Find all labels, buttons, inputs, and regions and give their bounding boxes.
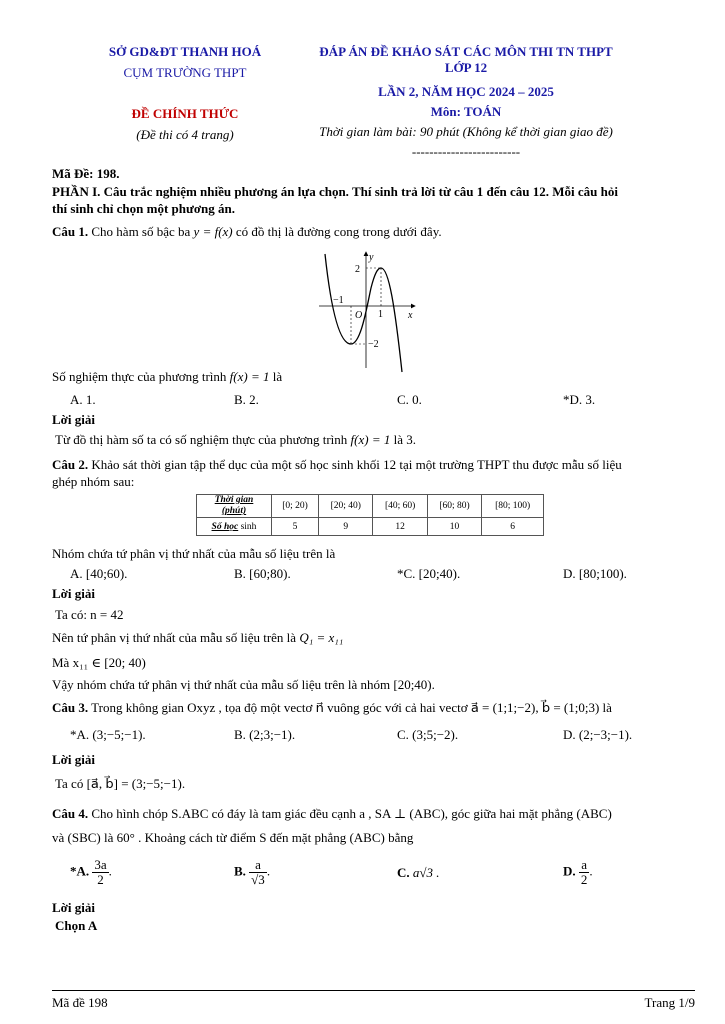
q4-option-d-fraction: $\frac{a}{2}$: [580, 857, 588, 887]
table-cell: [0; 20): [272, 495, 319, 518]
part-instructions: thí sinh chỉ chọn một phương án.: [52, 201, 235, 216]
table-cell: 10: [427, 518, 481, 536]
tick-minus2: −2: [368, 339, 379, 350]
q1-option-d[interactable]: *D. 3.: [563, 392, 596, 407]
q2-question: Nhóm chứa tứ phân vị thứ nhất của mẫu số liệu trên là: [52, 546, 336, 561]
header-subject: Môn: TOÁN: [430, 104, 502, 119]
q4-option-a[interactable]: *A. $\frac{3a}{2}$ .: [70, 857, 112, 887]
header-page-count: (Đề thi có 4 trang): [136, 127, 234, 142]
table-header-students: Số học sinh: [197, 518, 272, 536]
q4-option-b[interactable]: B. $\frac{a}{√3}$ .: [234, 857, 271, 887]
y-label: y: [369, 252, 374, 263]
header-time: Thời gian làm bài: 90 phút (Không kể thời gian giao đề): [319, 124, 613, 139]
q3-option-b[interactable]: B. (2;3;−1).: [234, 727, 296, 742]
q2-stem-line2: ghép nhóm sau:: [52, 474, 135, 489]
table-row: [197, 518, 544, 536]
q2-option-a[interactable]: A. [40;60).: [70, 566, 128, 581]
q4-option-c[interactable]: C. a√3 .: [397, 865, 440, 880]
footer-page-number: Trang 1/9: [644, 995, 695, 1010]
q2-option-d[interactable]: D. [80;100).: [563, 566, 627, 581]
q4-solution: Chọn A: [55, 918, 98, 933]
q4-label: Câu 4.: [52, 806, 89, 821]
q2-solution-4: Vậy nhóm chứa tứ phân vị thứ nhất của mẫu số liệu trên là nhóm [20;40).: [52, 677, 435, 692]
table-row: [197, 495, 544, 518]
header-divider: -------------------------: [411, 144, 521, 159]
q1-option-b[interactable]: B. 2.: [234, 392, 259, 407]
footer-exam-code: Mã đề 198: [52, 995, 108, 1010]
q3-stem: Câu 3. Trong không gian Oxyz , tọa độ một vectơ n⃗ vuông góc với cả hai vectơ a⃗ = (1;1;−2), b⃗ = (1;0;3) là: [52, 700, 612, 715]
q3-solution: Ta có [a⃗, b⃗] = (3;−5;−1).: [55, 776, 186, 791]
q2-label: Câu 2.: [52, 457, 89, 472]
q1-function: y = f(x): [193, 224, 233, 239]
q1-solution: Từ đồ thị hàm số ta có số nghiệm thực của phương trình f(x) = 1 là 3.: [55, 432, 416, 447]
q2-solution-1: Ta có: n = 42: [55, 607, 124, 622]
x-label: x: [408, 310, 413, 321]
tick-2: 2: [355, 264, 360, 275]
table-header-time: Thời gian (phút): [197, 495, 272, 518]
header-official: ĐỀ CHÍNH THỨC: [131, 106, 239, 121]
tick-1: 1: [378, 309, 383, 320]
q2-option-b[interactable]: B. [60;80).: [234, 566, 291, 581]
header-title: ĐÁP ÁN ĐỀ KHẢO SÁT CÁC MÔN THI TN THPT: [319, 44, 613, 59]
q2-solution-2: Nên tứ phân vị thứ nhất của mẫu số liệu trên là Q₁ = x₁₁: [52, 630, 344, 645]
table-cell: [20; 40): [319, 495, 373, 518]
cubic-curve: [325, 254, 402, 372]
q4-stem-line2: và (SBC) là 60° . Khoảng cách từ điểm S đến mặt phẳng (ABC) bằng: [52, 830, 414, 845]
q1-question: Số nghiệm thực của phương trình f(x) = 1 là: [52, 369, 283, 384]
table-cell: [40; 60): [373, 495, 427, 518]
q3-option-a[interactable]: *A. (3;−5;−1).: [70, 727, 146, 742]
q3-option-c[interactable]: C. (3;5;−2).: [397, 727, 459, 742]
table-cell: 9: [319, 518, 373, 536]
table-cell: 12: [373, 518, 427, 536]
q3-solution-title: Lời giải: [52, 752, 95, 767]
table-cell: [60; 80): [427, 495, 481, 518]
q1-option-a[interactable]: A. 1.: [70, 392, 96, 407]
header-round: LẦN 2, NĂM HỌC 2024 – 2025: [378, 84, 554, 99]
q1-solution-title: Lời giải: [52, 412, 95, 427]
table-cell: [80; 100): [482, 495, 544, 518]
q4-solution-title: Lời giải: [52, 900, 95, 915]
q1-option-c[interactable]: C. 0.: [397, 392, 422, 407]
q1-stem: Câu 1. Cho hàm số bậc ba y = f(x) có đồ thị là đường cong trong dưới đây.: [52, 224, 442, 239]
part-title: PHẦN I. Câu trắc nghiệm nhiều phương án lựa chọn. Thí sinh trả lời từ câu 1 đến câu 12. Mỗi câu hỏi: [52, 184, 618, 199]
header-grade: LỚP 12: [444, 60, 488, 75]
q4-option-b-fraction: $\frac{a}{√3}$: [251, 857, 265, 887]
page-footer: [52, 990, 695, 1011]
q2-data-table: [196, 494, 544, 536]
table-cell: 6: [482, 518, 544, 536]
origin-label: O: [355, 310, 363, 321]
header-department: SỞ GD&ĐT THANH HOÁ: [108, 44, 262, 59]
q2-solution-title: Lời giải: [52, 586, 95, 601]
q4-option-d[interactable]: D. $\frac{a}{2}$ .: [563, 857, 593, 887]
q4-stem: Câu 4. Cho hình chóp S.ABC có đáy là tam giác đều cạnh a , SA ⊥ (ABC), góc giữa hai mặt phẳng (ABC): [52, 806, 612, 821]
q3-label: Câu 3.: [52, 700, 89, 715]
tick-minus1: −1: [333, 295, 344, 306]
q2-option-c[interactable]: *C. [20;40).: [397, 566, 461, 581]
q4-option-a-fraction: $\frac{3a}{2}$: [94, 857, 107, 887]
q2-stem: Câu 2. Khảo sát thời gian tập thể dục của một số học sinh khối 12 tại một trường THPT thu được mẫu số liệu: [52, 457, 622, 472]
q2-solution-3: Mà x₁₁ ∈ [20; 40): [52, 655, 146, 670]
exam-code: Mã Đề: 198.: [52, 166, 120, 181]
q1-graph: [315, 248, 420, 373]
q1-label: Câu 1.: [52, 224, 89, 239]
header-cluster: CỤM TRƯỜNG THPT: [123, 65, 247, 80]
q3-option-d[interactable]: D. (2;−3;−1).: [563, 727, 633, 742]
table-cell: 5: [272, 518, 319, 536]
